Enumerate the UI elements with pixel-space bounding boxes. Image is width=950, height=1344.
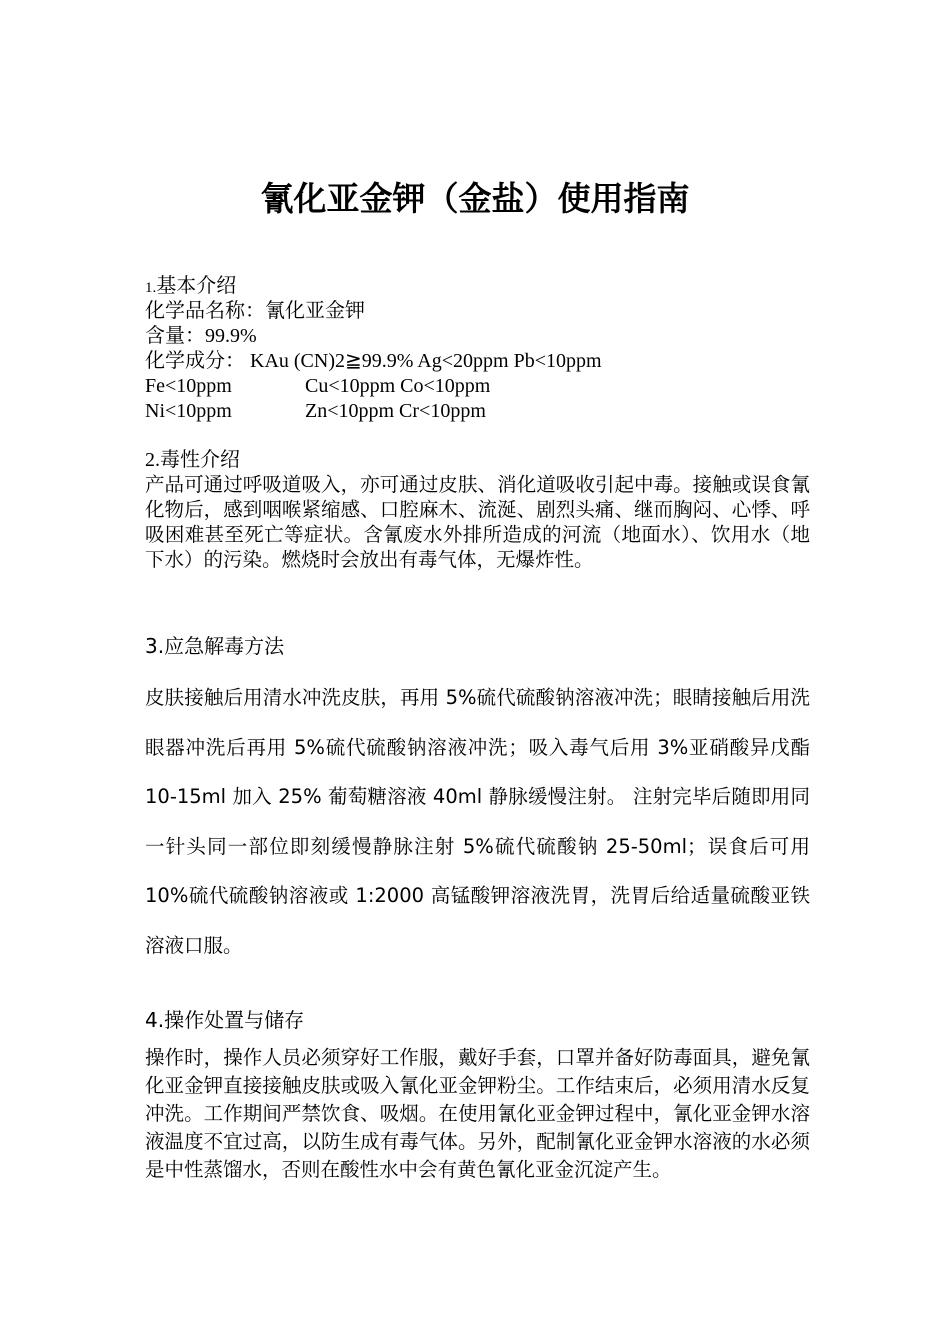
section-4-body: 操作时，操作人员必须穿好工作服，戴好手套，口罩并备好防毒面具，避免氰化亚金钾直接接触皮肤或吸入氰化亚金钾粉尘。工作结束后，必须用清水反复冲洗。工作期间严禁饮食、吸烟。在使用氰化亚金钾过程中，氰化亚金钾水溶液温度不宜过高，以防生成有毒气体。另外，配制氰化亚金钾水溶液的水必须是中性蒸馏水，否则在酸性水中会有黄色氰化亚金沉淀产生。 [145,1048,810,1181]
section-1-heading-text: 基本介绍 [156,275,237,297]
impurity-ni: Ni<10ppm [145,400,232,422]
section-3-heading: 3.应急解毒方法 [145,634,285,658]
section-1-heading [145,274,810,299]
impurity-row-2 [145,399,810,424]
section-2-heading: 2.毒性介绍 [145,449,240,471]
impurity-cu-co: Cu<10ppm Co<10ppm [305,375,491,397]
section-emergency [145,633,810,659]
chemical-name: 化学品名称：氰化亚金钾 [145,300,365,322]
impurity-zn-cr: Zn<10ppm Cr<10ppm [305,400,486,422]
chemical-composition: 化学成分： KAu (CN)2≧99.9% Ag<20ppm Pb<10ppm [145,350,602,372]
content-purity: 含量：99.9% [145,325,257,347]
section-basic-info [145,274,810,424]
impurity-row-1 [145,374,810,399]
section-1-number: 1. [145,280,157,296]
section-toxicity [145,448,810,573]
section-4-heading: 4.操作处置与储存 [145,1008,305,1032]
impurity-fe: Fe<10ppm [145,375,232,397]
section-3-body: 皮肤接触后用清水冲洗皮肤，再用 5%硫代硫酸钠溶液冲洗；眼睛接触后用洗眼器冲洗后再用 5%硫代硫酸钠溶液冲洗；吸入毒气后用 3%亚硝酸异戊酯 10-15ml 加入 25% 葡萄糖溶液 40ml 静脉缓慢注射。 注射完毕后随即用同一针头同一部位即刻缓慢静脉注射 5%硫代硫酸钠 25-50ml；误食后可用 10%硫代硫酸钠溶液或 1:2000 高锰酸钾溶液洗胃，洗胃后给适量硫酸亚铁溶液口服。 [145,686,810,957]
section-handling [145,1007,810,1033]
document-title: 氰化亚金钾（金盐）使用指南 [260,179,690,218]
section-2-body: 产品可通过呼吸道吸入，亦可通过皮肤、消化道吸收引起中毒。接触或误食氰化物后，感到咽喉紧缩感、口腔麻木、流涎、剧烈头痛、继而胸闷、心悸、呼吸困难甚至死亡等症状。含氰废水外排所造成的河流（地面水）、饮用水（地下水）的污染。燃烧时会放出有毒气体，无爆炸性。 [145,475,810,571]
